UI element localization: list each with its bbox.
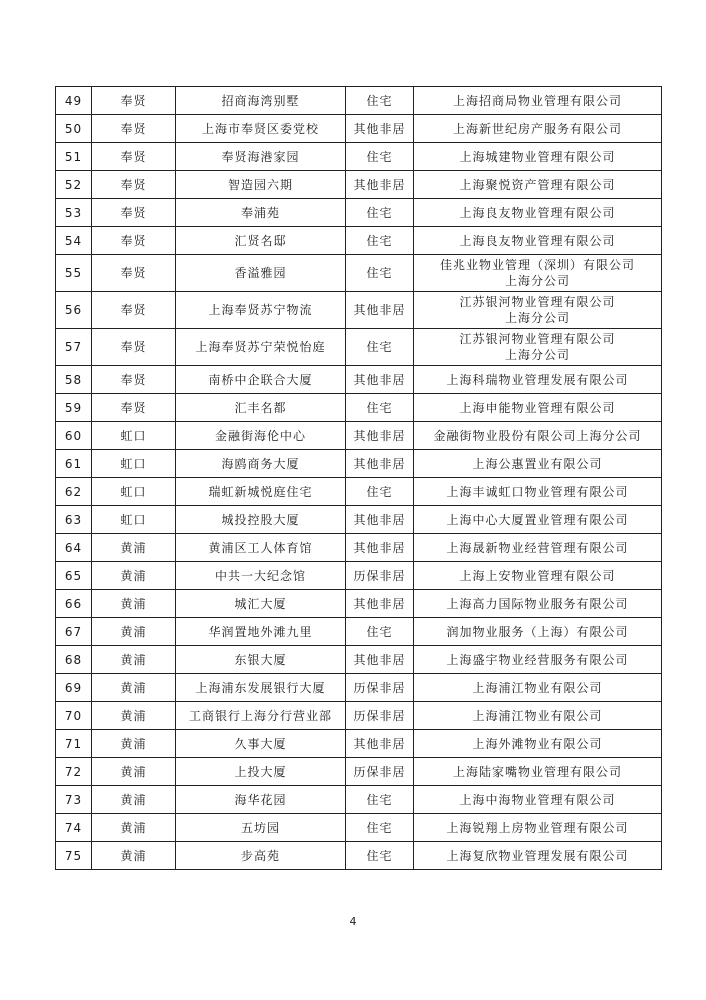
property-type-cell: 住宅 [346,814,414,842]
table-row [56,143,662,171]
management-company-cell: 江苏银河物业管理有限公司 上海分公司 [414,292,662,329]
management-company-cell: 上海晟新物业经营管理有限公司 [414,534,662,562]
property-type-cell: 其他非居 [346,171,414,199]
row-number-cell: 66 [56,590,92,618]
management-company-cell: 上海聚悦资产管理有限公司 [414,171,662,199]
property-type-cell: 住宅 [346,618,414,646]
management-company-cell: 上海锐翔上房物业管理有限公司 [414,814,662,842]
row-number-cell: 60 [56,422,92,450]
management-company-cell: 金融街物业股份有限公司上海分公司 [414,422,662,450]
district-cell: 黄浦 [92,758,176,786]
district-cell: 奉贤 [92,366,176,394]
district-cell: 虹口 [92,450,176,478]
management-company-cell: 上海中海物业管理有限公司 [414,786,662,814]
table-row [56,450,662,478]
project-name-cell: 汇贤名邸 [176,227,346,255]
property-type-cell: 其他非居 [346,115,414,143]
project-name-cell: 工商银行上海分行营业部 [176,702,346,730]
row-number-cell: 52 [56,171,92,199]
project-name-cell: 中共一大纪念馆 [176,562,346,590]
table-row [56,255,662,292]
project-name-cell: 城汇大厦 [176,590,346,618]
district-cell: 奉贤 [92,87,176,115]
district-cell: 奉贤 [92,171,176,199]
district-cell: 奉贤 [92,394,176,422]
row-number-cell: 64 [56,534,92,562]
management-company-cell: 上海中心大厦置业管理有限公司 [414,506,662,534]
row-number-cell: 57 [56,329,92,366]
table-row [56,758,662,786]
table-row [56,674,662,702]
project-name-cell: 奉贤海港家园 [176,143,346,171]
management-company-cell: 上海复欣物业管理发展有限公司 [414,842,662,870]
row-number-cell: 61 [56,450,92,478]
page-number: 4 [349,915,357,928]
table-row [56,702,662,730]
property-type-cell: 住宅 [346,786,414,814]
project-name-cell: 步高苑 [176,842,346,870]
row-number-cell: 71 [56,730,92,758]
row-number-cell: 53 [56,199,92,227]
row-number-cell: 62 [56,478,92,506]
table-row [56,618,662,646]
row-number-cell: 58 [56,366,92,394]
management-company-cell: 上海城建物业管理有限公司 [414,143,662,171]
property-type-cell: 住宅 [346,227,414,255]
project-name-cell: 上海浦东发展银行大厦 [176,674,346,702]
property-type-cell: 住宅 [346,329,414,366]
district-cell: 奉贤 [92,255,176,292]
management-company-cell: 上海良友物业管理有限公司 [414,227,662,255]
row-number-cell: 55 [56,255,92,292]
property-type-cell: 住宅 [346,842,414,870]
table-body [56,87,662,870]
management-company-cell: 上海盛宇物业经营服务有限公司 [414,646,662,674]
row-number-cell: 51 [56,143,92,171]
row-number-cell: 67 [56,618,92,646]
district-cell: 黄浦 [92,590,176,618]
project-name-cell: 上海市奉贤区委党校 [176,115,346,143]
row-number-cell: 72 [56,758,92,786]
row-number-cell: 68 [56,646,92,674]
property-type-cell: 历保非居 [346,562,414,590]
row-number-cell: 49 [56,87,92,115]
property-type-cell: 住宅 [346,199,414,227]
project-name-cell: 海华花园 [176,786,346,814]
row-number-cell: 50 [56,115,92,143]
project-name-cell: 东银大厦 [176,646,346,674]
row-number-cell: 70 [56,702,92,730]
district-cell: 黄浦 [92,674,176,702]
project-name-cell: 奉浦苑 [176,199,346,227]
project-name-cell: 城投控股大厦 [176,506,346,534]
table-row [56,646,662,674]
district-cell: 奉贤 [92,292,176,329]
table-row [56,394,662,422]
management-company-cell: 上海外滩物业有限公司 [414,730,662,758]
row-number-cell: 74 [56,814,92,842]
project-name-cell: 黄浦区工人体育馆 [176,534,346,562]
table-row [56,506,662,534]
project-name-cell: 金融街海伦中心 [176,422,346,450]
district-cell: 黄浦 [92,786,176,814]
management-company-cell: 上海浦江物业有限公司 [414,674,662,702]
district-cell: 黄浦 [92,702,176,730]
property-type-cell: 其他非居 [346,646,414,674]
property-type-cell: 其他非居 [346,450,414,478]
row-number-cell: 63 [56,506,92,534]
district-cell: 奉贤 [92,199,176,227]
table-row [56,115,662,143]
row-number-cell: 73 [56,786,92,814]
management-company-cell: 上海陆家嘴物业管理有限公司 [414,758,662,786]
district-cell: 黄浦 [92,534,176,562]
management-company-cell: 佳兆业物业管理（深圳）有限公司 上海分公司 [414,255,662,292]
table-row [56,199,662,227]
table-row [56,171,662,199]
property-type-cell: 其他非居 [346,730,414,758]
property-type-cell: 其他非居 [346,534,414,562]
row-number-cell: 69 [56,674,92,702]
district-cell: 黄浦 [92,814,176,842]
management-company-cell: 上海浦江物业有限公司 [414,702,662,730]
property-type-cell: 住宅 [346,255,414,292]
district-cell: 奉贤 [92,143,176,171]
table-row [56,87,662,115]
project-name-cell: 瑞虹新城悦庭住宅 [176,478,346,506]
row-number-cell: 75 [56,842,92,870]
district-cell: 黄浦 [92,730,176,758]
district-cell: 黄浦 [92,646,176,674]
management-company-cell: 润加物业服务（上海）有限公司 [414,618,662,646]
property-type-cell: 其他非居 [346,590,414,618]
property-type-cell: 其他非居 [346,422,414,450]
property-type-cell: 其他非居 [346,292,414,329]
project-name-cell: 汇丰名都 [176,394,346,422]
property-type-cell: 其他非居 [346,506,414,534]
project-name-cell: 华润置地外滩九里 [176,618,346,646]
table-row [56,329,662,366]
management-company-cell: 上海申能物业管理有限公司 [414,394,662,422]
project-name-cell: 久事大厦 [176,730,346,758]
project-name-cell: 香溢雅园 [176,255,346,292]
table-row [56,730,662,758]
property-type-cell: 住宅 [346,87,414,115]
management-company-cell: 上海高力国际物业服务有限公司 [414,590,662,618]
row-number-cell: 59 [56,394,92,422]
management-company-cell: 上海上安物业管理有限公司 [414,562,662,590]
management-company-cell: 上海丰诚虹口物业管理有限公司 [414,478,662,506]
district-cell: 奉贤 [92,329,176,366]
table-row [56,590,662,618]
property-list-table [55,86,662,870]
project-name-cell: 上投大厦 [176,758,346,786]
property-type-cell: 住宅 [346,394,414,422]
district-cell: 奉贤 [92,227,176,255]
table-row [56,786,662,814]
project-name-cell: 上海奉贤苏宁荣悦怡庭 [176,329,346,366]
table-row [56,534,662,562]
project-name-cell: 五坊园 [176,814,346,842]
district-cell: 黄浦 [92,618,176,646]
table-row [56,842,662,870]
project-name-cell: 上海奉贤苏宁物流 [176,292,346,329]
property-type-cell: 历保非居 [346,702,414,730]
district-cell: 虹口 [92,422,176,450]
property-type-cell: 历保非居 [346,758,414,786]
management-company-cell: 上海新世纪房产服务有限公司 [414,115,662,143]
table-row [56,366,662,394]
table-row [56,562,662,590]
management-company-cell: 上海良友物业管理有限公司 [414,199,662,227]
table-row [56,227,662,255]
project-name-cell: 南桥中企联合大厦 [176,366,346,394]
district-cell: 虹口 [92,478,176,506]
table-row [56,814,662,842]
row-number-cell: 56 [56,292,92,329]
project-name-cell: 海鸥商务大厦 [176,450,346,478]
property-type-cell: 历保非居 [346,674,414,702]
table-row [56,478,662,506]
property-type-cell: 其他非居 [346,366,414,394]
district-cell: 虹口 [92,506,176,534]
row-number-cell: 65 [56,562,92,590]
district-cell: 奉贤 [92,115,176,143]
property-type-cell: 住宅 [346,143,414,171]
management-company-cell: 上海招商局物业管理有限公司 [414,87,662,115]
project-name-cell: 智造园六期 [176,171,346,199]
district-cell: 黄浦 [92,842,176,870]
management-company-cell: 上海科瑞物业管理发展有限公司 [414,366,662,394]
row-number-cell: 54 [56,227,92,255]
table-row [56,422,662,450]
district-cell: 黄浦 [92,562,176,590]
property-type-cell: 住宅 [346,478,414,506]
project-name-cell: 招商海湾别墅 [176,87,346,115]
table-row [56,292,662,329]
management-company-cell: 上海公惠置业有限公司 [414,450,662,478]
management-company-cell: 江苏银河物业管理有限公司 上海分公司 [414,329,662,366]
